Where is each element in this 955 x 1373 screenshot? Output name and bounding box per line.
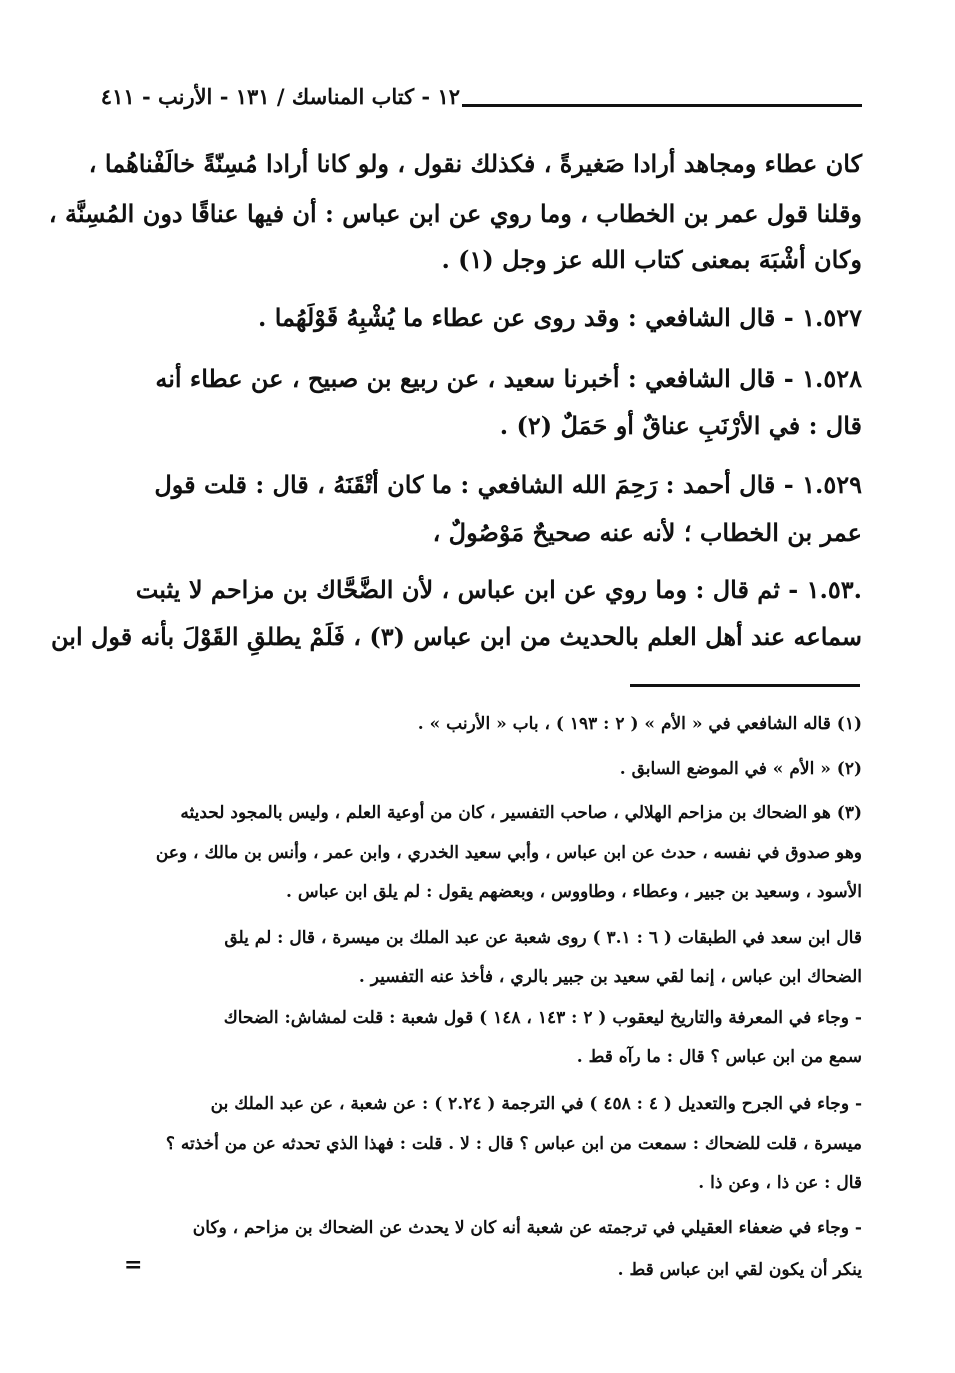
footnote-line: ميسرة ، قلت للضحاك : سمعت من ابن عباس ؟ قال : لا . قلت : فهذا الذي تحدثه عن من أخذته ؟	[165, 1134, 862, 1154]
continuation-mark: =	[124, 1252, 143, 1278]
body-line: سماعه عند أهل العلم بالحديث من ابن عباس (٣) ، فَلَمْ يطلقِ القَوْلَ بأنه قول ابن	[51, 622, 862, 651]
footnote-rule	[630, 684, 860, 687]
footnote-3: (٣) هو الضحاك بن مزاحم الهلالي ، صاحب التفسير ، كان من أوعية العلم ، وليس بالمجود لحديثه	[180, 803, 862, 823]
body-line: وقلنا قول عمر بن الخطاب ، وما روي عن ابن عباس : أن فيها عناقًا دون المُسِنَّة ،	[48, 199, 862, 228]
footnote-line: ينكر أن يكون لقي ابن عباس قط .	[617, 1260, 862, 1280]
footnote-line: الأسود ، وسعيد بن جبير ، وعطاء ، وطاووس ، وبعضهم يقول : لم يلق ابن عباس .	[286, 882, 862, 902]
footnote-2: (٢) « الأم » في الموضع السابق .	[619, 759, 862, 779]
footnote-line: وهو صدوق في نفسه ، حدث عن ابن عباس ، وأبي سعيد الخدري ، وابن عمر ، وأنس بن مالك ، وعن	[155, 843, 862, 863]
body-line: عمر بن الخطاب ؛ لأنه عنه صحيحٌ مَوْصُولٌ ،	[432, 518, 862, 547]
paragraph-1530: .١.٥٣ - ثم قال : وما روي عن ابن عباس ، لأن الضَّحَّاك بن مزاحم لا يثبت	[135, 575, 862, 604]
header-rule	[462, 104, 862, 107]
body-line: قال : في الأرْنَبِ عناقٌ أو حَمَلٌ (٢) .	[499, 411, 862, 440]
footnote-line: - وجاء في المعرفة والتاريخ ليعقوب ( ٢ : ١٤٣ ، ١٤٨ ) قول شعبة : قلت لمشاش: الضحاك	[223, 1008, 862, 1028]
running-head: ١٢ - كتاب المناسك / ١٣١ - الأرنب - ٤١١	[100, 84, 460, 109]
paragraph-1527: ١.٥٢٧ - قال الشافعي : وقد روى عن عطاء ما يُشْبِهُ قَوْلَهُما .	[258, 303, 862, 332]
body-line: كان عطاء ومجاهد أرادا صَغيرةً ، فكذلك نقول ، ولو كانا أرادا مُسِنّةً خالَفْناهُما ،	[88, 149, 862, 178]
footnote-1: (١) قاله الشافعي في « الأم » ( ٢ : ١٩٣ ) ، باب « الأرنب » .	[417, 714, 862, 734]
footnote-line: - وجاء في ضعفاء العقيلي في ترجمته عن شعبة أنه كان لا يحدث عن الضحاك بن مزاحم ، وكان	[192, 1218, 862, 1238]
footnote-line: سمع من ابن عباس ؟ قال : ما رآه قط .	[576, 1047, 862, 1067]
paragraph-1529: ١.٥٢٩ - قال أحمد : رَحِمَ الله الشافعي : ما كان أتْقَنَهُ ، قال : قلت قول	[154, 470, 862, 499]
body-line: وكان أشْبَهَ بمعنى كتاب الله عز وجل (١) .	[441, 245, 862, 274]
footnote-line: قال ابن سعد في الطبقات ( ٦ : ٣.١ ) روى شعبة عن عبد الملك بن ميسرة ، قال : لم يلق	[224, 928, 862, 948]
footnote-line: الضحاك ابن عباس ، إنما لقي سعيد بن جبير بالري ، فأخذ عنه التفسير .	[358, 967, 862, 987]
paragraph-1528: ١.٥٢٨ - قال الشافعي : أخبرنا سعيد ، عن ربيع بن صبيح ، عن عطاء أنه	[155, 364, 862, 393]
footnote-line: - وجاء في الجرح والتعديل ( ٤ : ٤٥٨ ) في الترجمة ( ٢.٢٤ ) : عن شعبة ، عن عبد الملك بن	[210, 1094, 862, 1114]
footnote-line: قال : عن ذا ، وعن ذا .	[698, 1173, 862, 1193]
